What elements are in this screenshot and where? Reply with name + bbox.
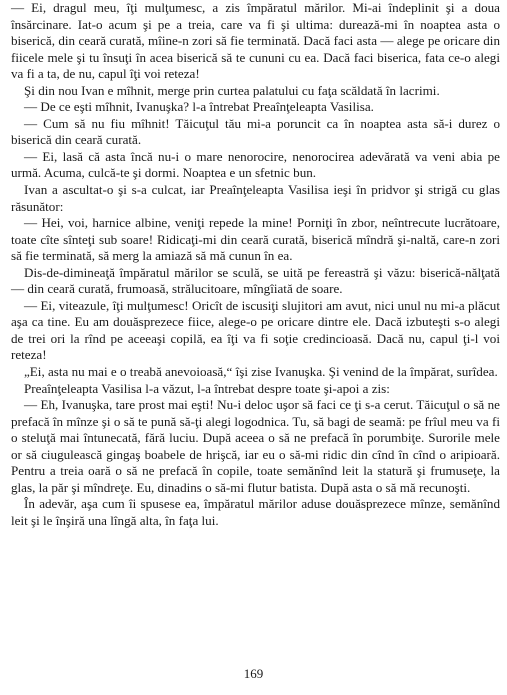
paragraph-1: — Ei, dragul meu, îţi mulţumesc, a zis împăratul mărilor. Mi-ai îndeplinit şi a doua însărcinare. Iat-o acum şi pe a treia, care va fi şi ultima: durează-mi în noaptea asta o biserică, din ceară curată, mîine-n zori să fie terminată. Dacă faci asta — alege pe oricare din fiicele mele şi tu însuţi în acea biserică să te cununi cu ea. Dacă faci biserica, fata ce-o alegi va fi a ta, de nu, capul îţi voi reteza! <box>11 0 500 82</box>
paragraph-5: — Ei, lasă că asta încă nu-i o mare nenorocire, nenorocirea adevărată va veni abia pe urmă. Acuma, culcă-te şi dormi. Noaptea e un sfetnic bun. <box>11 148 500 181</box>
paragraph-11: Preaînţeleapta Vasilisa l-a văzut, l-a întrebat despre toate şi-apoi a zis: <box>24 380 390 396</box>
paragraph-6: Ivan a ascultat-o şi s-a culcat, iar Preaînţeleapta Vasilisa ieşi în pridvor şi strigă cu glas răsunător: <box>11 182 500 214</box>
paragraph-13: În adevăr, aşa cum îi spusese ea, împăratul mărilor aduse douăsprezece mînze, semănînd leit şi le înşiră una lîngă alta, în faţa lui. <box>11 496 500 528</box>
paragraph-9: — Ei, viteazule, îţi mulţumesc! Oricît de iscusiţi slujitori am avut, nici unul nu mi-a plăcut aşa ca tine. Eu am douăsprezece fiice, alege-o pe oricare dintre ele. Dacă izbuteşti s-o alegi de trei ori la rînd pe aceeaşi copilă, ea îţi va fi soţie credincioasă. Dacă nu, capul ţi-l voi reteza! <box>11 297 500 363</box>
paragraph-12: — Eh, Ivanuşka, tare prost mai eşti! Nu-i deloc uşor să faci ce ţi s-a cerut. Tăicuţul o să ne prefacă în mînze şi o să te pună să-ţi alegi logodnica. Tu, să bagi de seamă: pe frîul meu va fi o steluţă mai întunecată, fără luciu. După aceea o să ne prefacă în porumbiţe. Surorile mele or să ciugulească gingaş boabele de hrişcă, iar eu o să-mi ridic din cînd în cînd o aripioară. Pentru a treia oară o să ne prefacă în copile, toate semănînd leit la statură şi frumuseţe, la glas, la păr şi mîndreţe. Eu, dinadins o să-mi flutur batista. După asta o să mă recunoşti. <box>11 397 500 495</box>
paragraph-2: Şi din nou Ivan e mîhnit, merge prin curtea palatului cu faţa scăldată în lacrimi. <box>24 82 440 98</box>
body-text <box>11 0 500 530</box>
paragraph-7: — Hei, voi, harnice albine, veniţi repede la mine! Porniţi în zbor, neîntrecute lucrătoare, toate cîte sînteţi sub soare! Ridicaţi-mi din ceară curată, biserică mîndră şi-naltă, care-n zori să fie terminată, să merg la amiază să mă cunun în ea. <box>11 215 500 264</box>
paragraph-10: „Ei, asta nu mai e o treabă anevoioasă,“ îşi zise Ivanuşka. Şi venind de la împărat, surîdea. <box>24 364 498 380</box>
page-number: 169 <box>243 666 264 681</box>
paragraph-4: — Cum să nu fiu mîhnit! Tăicuţul tău mi-a poruncit ca în noaptea asta să-i durez o biserică din ceară curată. <box>11 115 500 148</box>
paragraph-8: Dis-de-dimineaţă împăratul mărilor se sculă, se uită pe fereastră şi văzu: biserică-nălţată — din ceară curată, frumoasă, strălucitoare, mîngîiată de soare. <box>11 264 500 297</box>
paragraph-3: — De ce eşti mîhnit, Ivanuşka? l-a întrebat Preaînţeleapta Vasilisa. <box>24 99 374 115</box>
